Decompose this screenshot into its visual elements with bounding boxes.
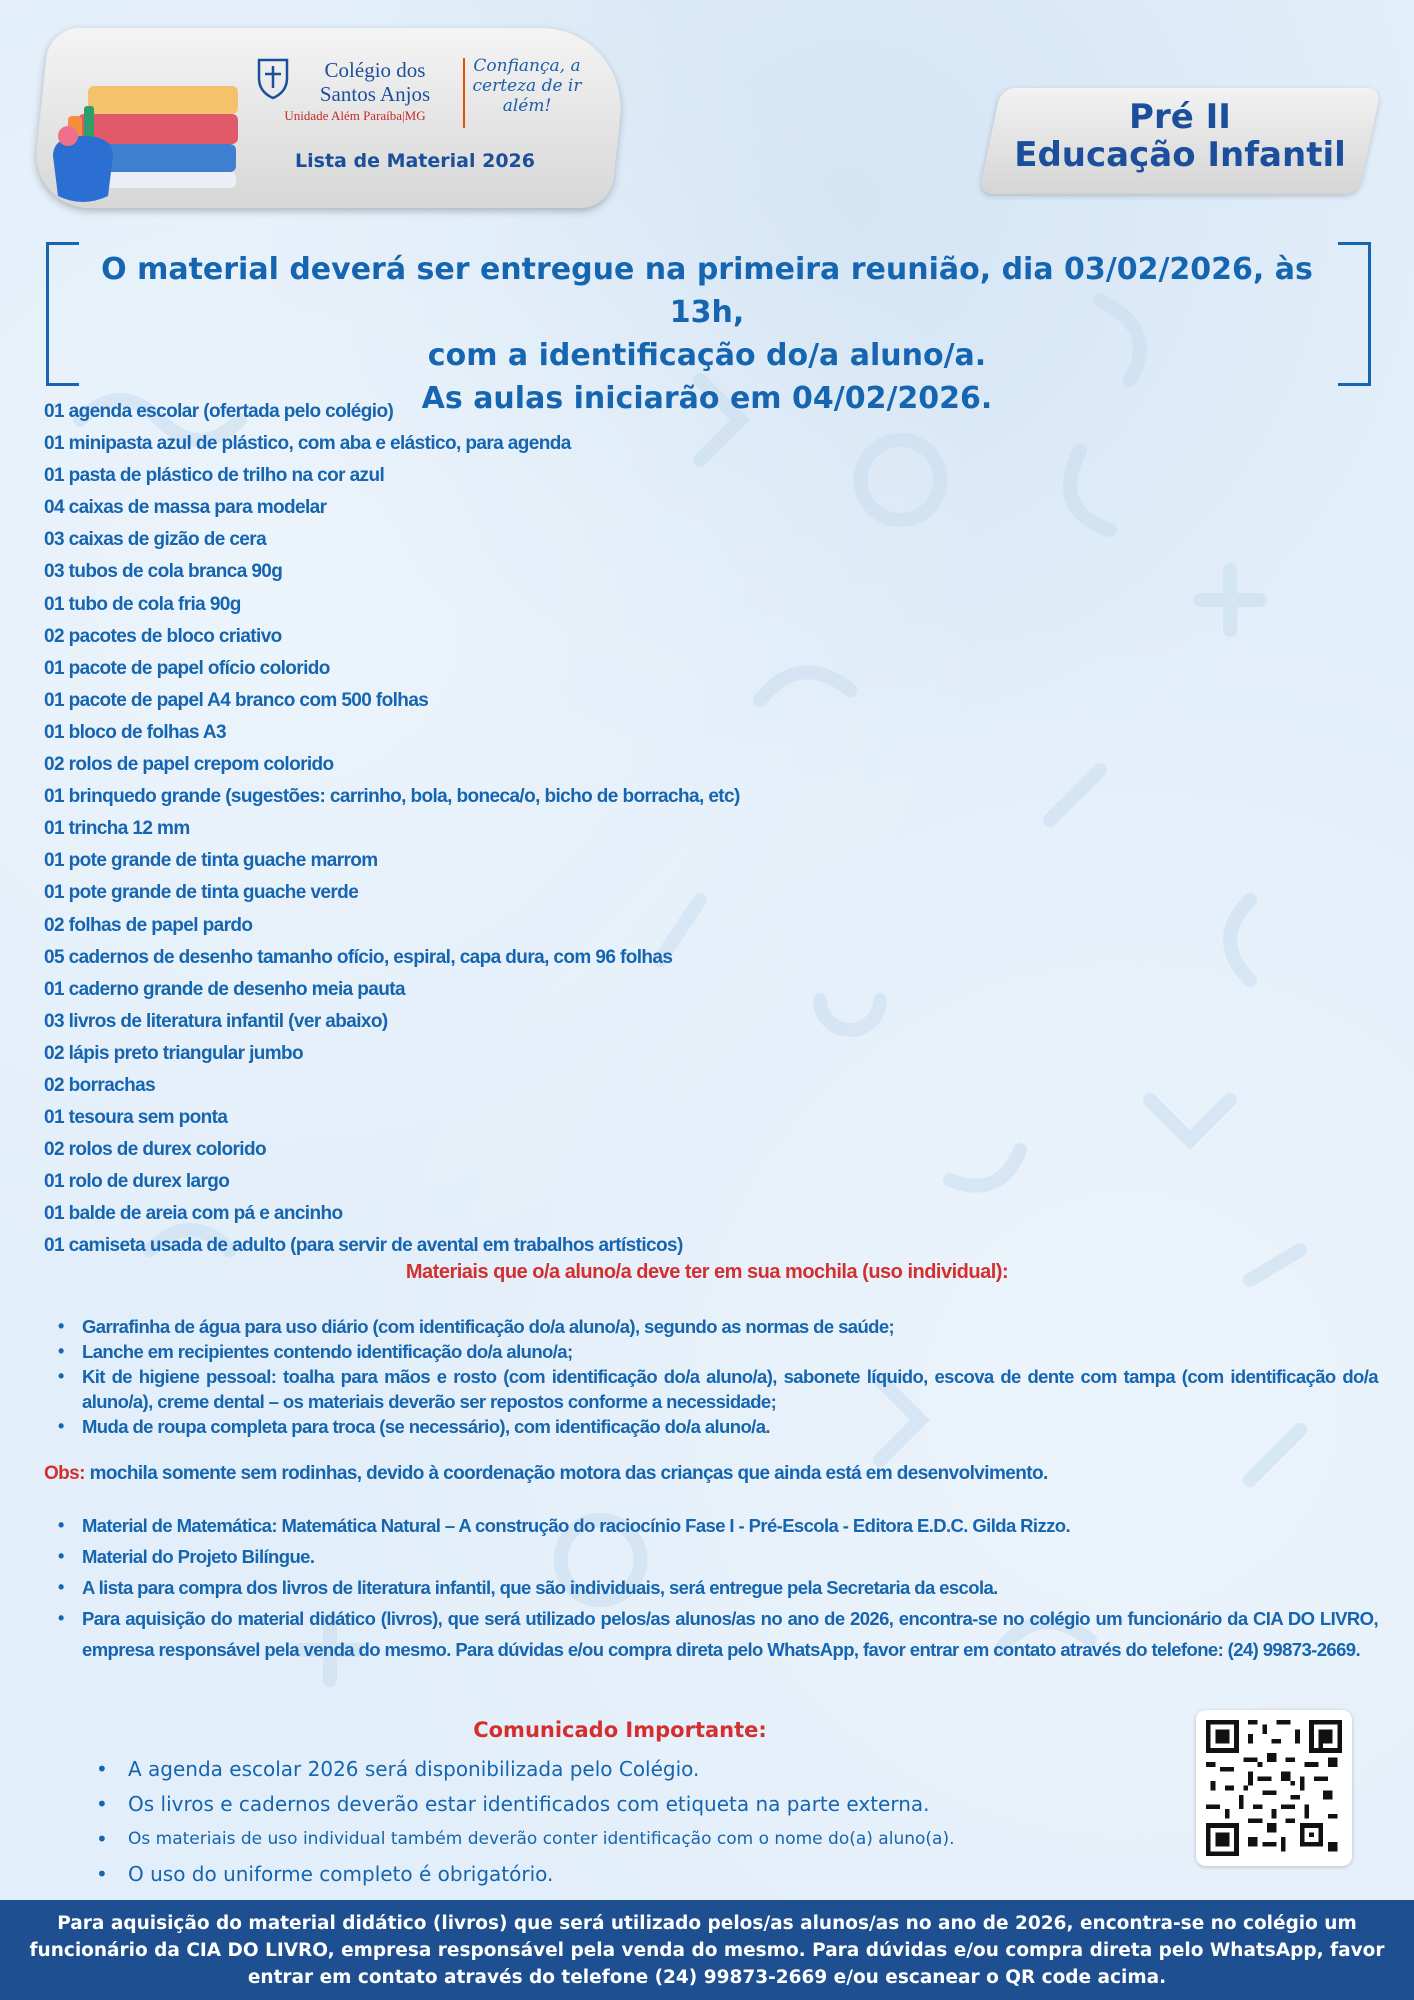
qr-code-icon[interactable]	[1206, 1720, 1342, 1856]
list-item: 01 minipasta azul de plástico, com aba e elástico, para agenda	[44, 433, 571, 455]
list-item: 01 balde de areia com pá e ancinho	[44, 1203, 343, 1225]
list-item: 02 rolos de durex colorido	[44, 1139, 266, 1161]
backpack-list	[44, 1314, 1378, 1439]
header-divider	[463, 58, 465, 128]
list-item: • Material do Projeto Bilíngue.	[44, 1541, 1378, 1572]
list-item: 01 brinquedo grande (sugestões: carrinho, bola, boneca/o, bicho de borracha, etc)	[44, 786, 740, 808]
list-item: 01 bloco de folhas A3	[44, 721, 227, 743]
backpack-section-title: Materiais que o/a aluno/a deve ter em sua mochila (uso individual):	[405, 1261, 1009, 1283]
list-item: 02 rolos de papel crepom colorido	[44, 754, 334, 776]
school-crest-icon	[255, 56, 291, 100]
notice-bracket-left	[46, 242, 79, 386]
notice-line-1: O material deverá ser entregue na primeira reunião, dia 03/02/2026, às 13h,	[101, 252, 1313, 330]
list-item: • Lanche em recipientes contendo identificação do/a aluno/a;	[44, 1339, 1378, 1364]
announcement-list	[90, 1752, 1090, 1892]
list-item: • Muda de roupa completa para troca (se necessário), com identificação do/a aluno/a.	[44, 1414, 1378, 1439]
observation-note	[44, 1463, 1378, 1485]
grade-line-2: Educação Infantil	[1014, 135, 1346, 175]
books-illustration-icon	[48, 56, 258, 206]
observation-text: mochila somente sem rodinhas, devido à coordenação motora das crianças que ainda está em desenvolvimento.	[84, 1463, 1048, 1484]
delivery-notice	[90, 248, 1324, 420]
list-item: 01 agenda escolar (ofertada pelo colégio)	[44, 401, 394, 422]
list-item: • A agenda escolar 2026 será disponibilizada pelo Colégio.	[90, 1752, 1090, 1787]
notice-line-2: com a identificação do/a aluno/a.	[427, 338, 987, 373]
school-name: Colégio dos Santos Anjos	[319, 58, 431, 106]
notice-line-3: As aulas iniciarão em 04/02/2026.	[421, 381, 993, 416]
list-item: 01 trincha 12 mm	[44, 818, 190, 840]
list-item: • Os livros e cadernos deverão estar identificados com etiqueta na parte externa.	[90, 1787, 1090, 1822]
list-item: 03 tubos de cola branca 90g	[44, 561, 283, 583]
list-item: 02 folhas de papel pardo	[44, 914, 253, 936]
list-item: 02 borrachas	[44, 1074, 156, 1096]
list-item: • A lista para compra dos livros de literatura infantil, que são individuais, será entregue pela Secretaria da escola.	[44, 1572, 1378, 1603]
footer-text: Para aquisição do material didático (livros) que será utilizado pelos/as alunos/as no ano de 2026, encontra-se no colégio um funcionário da CIA DO LIVRO, empresa responsável pela venda do mesmo. Para dúvidas e/ou compra direta pelo WhatsApp, favor entrar em contato através do telefone (24) 99873-2669 e/ou escanear o QR code acima.	[29, 1913, 1385, 1988]
list-item: 01 tesoura sem ponta	[44, 1107, 228, 1129]
list-item: 01 pasta de plástico de trilho na cor azul	[44, 465, 385, 487]
qr-code-card[interactable]	[1196, 1710, 1352, 1866]
grade-label	[1000, 98, 1360, 174]
school-slogan: Confiança, a certeza de ir além!	[472, 56, 582, 116]
header-logo-content	[40, 28, 620, 208]
list-item: 05 cadernos de desenho tamanho ofício, espiral, capa dura, com 96 folhas	[44, 946, 673, 968]
list-item: 01 camiseta usada de adulto (para servir de avental em trabalhos artísticos)	[44, 1235, 683, 1257]
list-item: 01 pacote de papel A4 branco com 500 folhas	[44, 689, 429, 711]
list-item: 03 livros de literatura infantil (ver abaixo)	[44, 1010, 388, 1032]
list-item: • Para aquisição do material didático (livros), que será utilizado pelos/as alunos/as no ano de 2026, encontra-se no colégio um funcionário da CIA DO LIVRO, empresa responsável pela venda do mesmo. Para dúvidas e/ou compra direta pelo WhatsApp, favor entrar em contato através do telefone: (24) 99873-2669.	[44, 1603, 1378, 1665]
observation-label: Obs:	[44, 1463, 85, 1484]
list-item: 01 tubo de cola fria 90g	[44, 593, 241, 615]
notice-bracket-right	[1338, 242, 1371, 386]
footer-banner	[0, 1900, 1414, 2000]
additional-info-list	[44, 1510, 1378, 1665]
grade-line-1: Pré II	[1129, 97, 1231, 137]
school-unit: Unidade Além Paraíba|MG	[284, 108, 426, 123]
list-item: 01 rolo de durex largo	[44, 1171, 230, 1193]
list-item: • Garrafinha de água para uso diário (com identificação do/a aluno/a), segundo as normas de saúde;	[44, 1314, 1378, 1339]
announcement-title: Comunicado Importante:	[473, 1718, 767, 1742]
list-item: • Kit de higiene pessoal: toalha para mãos e rosto (com identificação do/a aluno/a), sabonete líquido, escova de dente com tampa (com identificação do/a aluno/a), creme dental – os materiais deverão ser repostos conforme a necessidade;	[44, 1364, 1378, 1414]
list-item: 01 pote grande de tinta guache marrom	[44, 850, 378, 872]
list-item: • Os materiais de uso individual também deverão conter identificação com o nome do(a) aluno(a).	[90, 1822, 1090, 1857]
list-item: 02 lápis preto triangular jumbo	[44, 1042, 304, 1064]
list-item: 01 pacote de papel ofício colorido	[44, 657, 330, 679]
list-item: 04 caixas de massa para modelar	[44, 497, 327, 519]
material-list	[44, 396, 1044, 1263]
list-item: 03 caixas de gizão de cera	[44, 529, 267, 551]
list-item: 01 pote grande de tinta guache verde	[44, 882, 359, 904]
list-item: • Material de Matemática: Matemática Natural – A construção do raciocínio Fase I - Pré-Escola - Editora E.D.C. Gilda Rizzo.	[44, 1510, 1378, 1541]
list-item: • O uso do uniforme completo é obrigatório.	[90, 1857, 1090, 1892]
list-title: Lista de Material 2026	[295, 150, 535, 172]
list-item: 01 caderno grande de desenho meia pauta	[44, 978, 405, 1000]
list-item: 02 pacotes de bloco criativo	[44, 625, 282, 647]
